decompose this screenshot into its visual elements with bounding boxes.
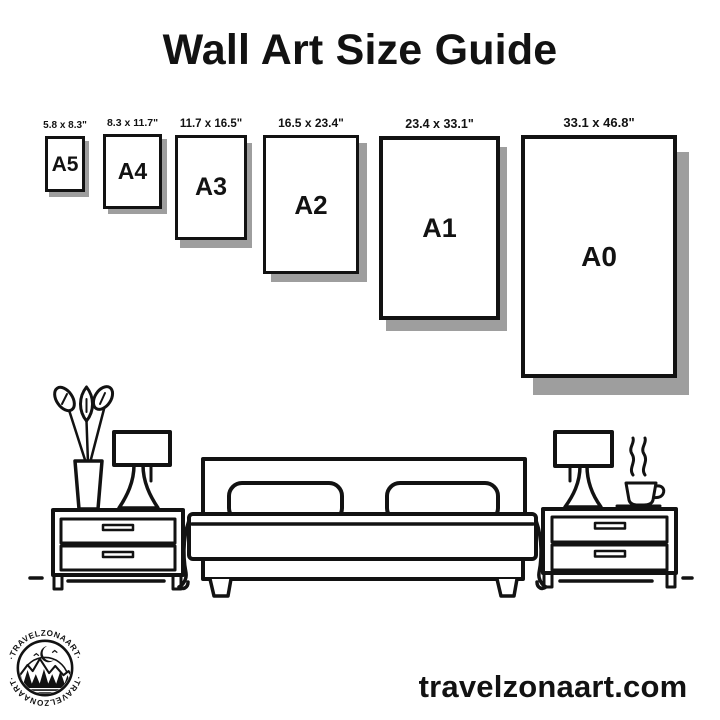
size-option-a4 [103, 117, 162, 209]
paper-frame-a5 [45, 136, 85, 192]
website-url: travelzonaart.com [418, 669, 688, 704]
size-dimensions-label-a0: 33.1 x 46.8" [563, 115, 635, 130]
vase-plant-icon [51, 383, 117, 509]
size-dimensions-label-a2: 16.5 x 23.4" [278, 116, 344, 130]
page-title: Wall Art Size Guide [162, 26, 558, 74]
paper-frame-a0 [521, 135, 677, 378]
paper-frame-a2 [263, 135, 359, 274]
paper-frame-a4 [103, 134, 162, 209]
paper-code-a1: A1 [422, 212, 457, 243]
bird-icon [52, 651, 57, 653]
size-option-a5 [43, 120, 87, 192]
table-lamp-right-icon [555, 432, 612, 507]
bird-icon [34, 654, 39, 656]
size-option-a3 [175, 118, 247, 240]
bed-base [203, 559, 523, 579]
paper-code-a5: A5 [51, 152, 79, 176]
bed-leg [210, 579, 231, 596]
size-option-a2 [263, 116, 359, 274]
paper-code-a4: A4 [117, 158, 148, 184]
mattress [189, 514, 536, 559]
paper-code-a2: A2 [294, 189, 328, 220]
travelzonaart-logo-badge [4, 627, 86, 709]
table-lamp-left-icon [114, 432, 170, 508]
nightstand-left-icon [53, 510, 183, 589]
moon-icon [40, 646, 54, 662]
size-dimensions-label-a3: 11.7 x 16.5" [179, 118, 243, 130]
bed-leg [497, 579, 517, 596]
logo-arc-text-bottom: ·TRAVELZONAART· [6, 675, 84, 708]
nightstand-right-icon [543, 509, 676, 587]
paper-code-a0: A0 [581, 240, 617, 272]
drawer-handle [103, 552, 133, 557]
svg-text:·TRAVELZONAART· [7, 629, 83, 661]
drawer-handle [595, 551, 625, 557]
size-dimensions-label-a1: 23.4 x 33.1" [405, 117, 474, 131]
paper-frame-a1 [379, 136, 500, 320]
logo-arc-text-top: ·TRAVELZONAART· [6, 628, 84, 661]
drawer-handle [595, 523, 625, 529]
size-option-a1 [379, 117, 500, 320]
paper-code-a3: A3 [195, 173, 227, 201]
bed-icon [179, 459, 546, 596]
paper-frame-a3 [175, 135, 247, 240]
size-option-a0 [521, 115, 677, 378]
bedroom-scene-illustration [0, 370, 720, 610]
drawer-handle [103, 525, 133, 530]
size-dimensions-label-a5: 5.8 x 8.3" [43, 120, 87, 131]
size-dimensions-label-a4: 8.3 x 11.7" [106, 117, 159, 129]
coffee-cup-icon [617, 438, 664, 506]
